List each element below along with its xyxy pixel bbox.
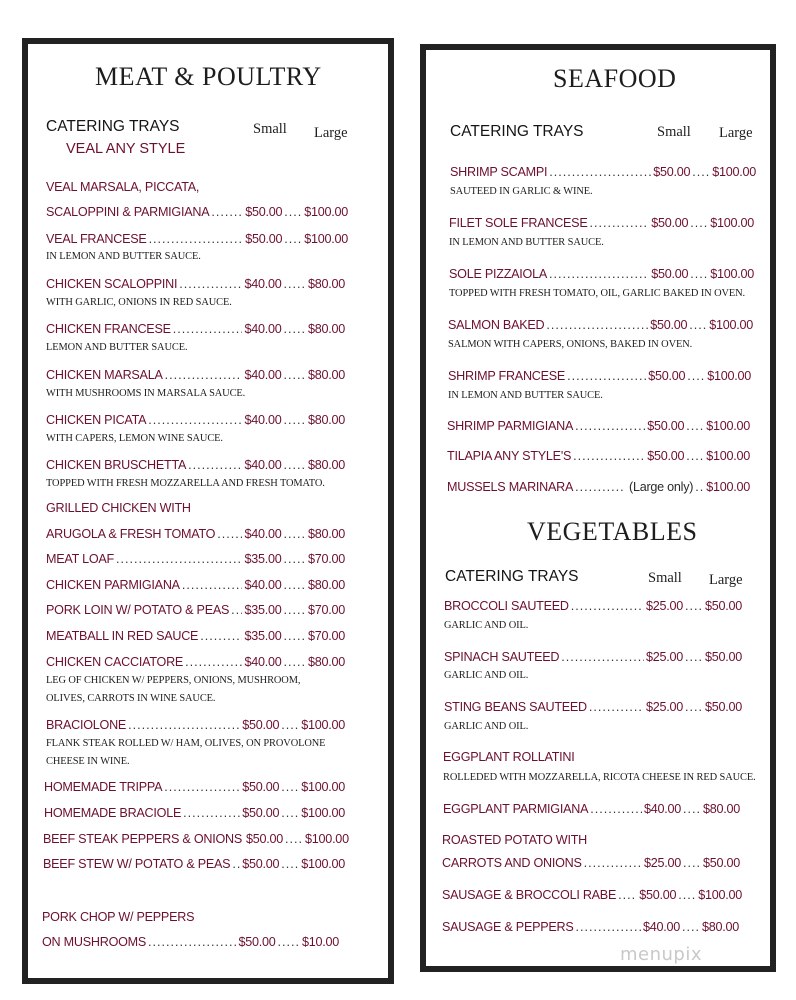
item-name: ON MUSHROOMS — [42, 935, 147, 949]
vegetables-small-label: Small — [648, 570, 682, 586]
meat-small-label: Small — [253, 121, 287, 137]
dot-leader — [232, 857, 240, 871]
dot-leader: .... — [692, 165, 711, 179]
item-name: CHICKEN PARMIGIANA — [46, 578, 180, 592]
dot-leader: .... — [687, 369, 706, 383]
item-large-price: $100.00 — [301, 857, 345, 871]
dot-leader: ..... — [283, 655, 306, 669]
item-name: BROCCOLI SAUTEED — [444, 599, 569, 613]
item-description: LEG OF CHICKEN W/ PEPPERS, ONIONS, MUSHROOM, — [46, 675, 301, 686]
item-name: SHRIMP SCAMPI — [450, 165, 548, 179]
item-small-price: $50.00 — [650, 318, 688, 332]
dot-leader — [188, 458, 242, 472]
roasted-potato-line1: ROASTED POTATO WITH — [442, 833, 587, 847]
menu-item — [46, 655, 345, 674]
dot-leader: .... — [284, 232, 303, 246]
item-small-price: $50.00 — [242, 857, 280, 871]
dot-leader — [590, 802, 642, 816]
menu-item — [43, 832, 349, 851]
item-description: IN LEMON AND BUTTER SAUCE. — [449, 237, 604, 248]
item-large-price: $100.00 — [712, 165, 756, 179]
seafood-catering-trays-label: CATERING TRAYS — [450, 123, 584, 140]
item-large-price: $50.00 — [704, 599, 742, 613]
dot-leader — [173, 322, 243, 336]
menu-item — [442, 888, 742, 907]
item-large-price: $100.00 — [305, 832, 349, 846]
dot-leader — [590, 216, 650, 230]
item-large-price: $50.00 — [704, 700, 742, 714]
dot-leader — [148, 413, 242, 427]
vegetables-title: VEGETABLES — [527, 517, 698, 546]
menu-item — [46, 458, 345, 477]
dot-leader — [164, 780, 240, 794]
menu-item — [447, 480, 750, 499]
item-description: FLANK STEAK ROLLED W/ HAM, OLIVES, ON PROVOLONE — [46, 738, 326, 749]
dot-leader — [546, 318, 648, 332]
menu-item — [46, 578, 345, 597]
menu-item — [42, 935, 339, 954]
item-name: MUSSELS MARINARA — [447, 480, 574, 494]
item-name: HOMEMADE BRACIOLE — [44, 806, 182, 820]
item-small-price: $50.00 — [651, 216, 689, 230]
item-large-price: $70.00 — [307, 629, 345, 643]
dot-leader: ..... — [283, 277, 306, 291]
dot-leader — [200, 629, 242, 643]
item-description: IN LEMON AND BUTTER SAUCE. — [448, 390, 603, 401]
menu-item — [46, 205, 348, 224]
menu-item — [444, 650, 742, 669]
item-large-price: $70.00 — [307, 603, 345, 617]
menu-item — [46, 277, 345, 296]
item-small-price: $25.00 — [645, 599, 683, 613]
dot-leader: .... — [285, 832, 304, 846]
item-name: CHICKEN SCALOPPINI — [46, 277, 178, 291]
menupix-watermark: menupix — [620, 944, 703, 965]
item-small-price: $40.00 — [642, 920, 680, 934]
dot-leader — [576, 920, 641, 934]
item-name: STING BEANS SAUTEED — [444, 700, 587, 714]
dot-leader — [185, 655, 242, 669]
dot-leader — [211, 205, 243, 219]
item-name: BRACIOLONE — [46, 718, 127, 732]
menu-item — [450, 165, 756, 184]
item-large-price: $80.00 — [701, 920, 739, 934]
dot-leader: ..... — [283, 322, 306, 336]
menu-item — [44, 806, 345, 825]
item-name: MEATBALL IN RED SAUCE — [46, 629, 199, 643]
dot-leader: ..... — [283, 603, 306, 617]
menu-item — [46, 552, 345, 571]
large-only-note: (Large only) — [629, 480, 694, 494]
item-small-price: $35.00 — [244, 629, 282, 643]
item-large-price: $80.00 — [307, 368, 345, 382]
item-description: SALMON WITH CAPERS, ONIONS, BAKED IN OVEN. — [448, 339, 693, 350]
dot-leader: .... — [281, 857, 300, 871]
item-description: SAUTEED IN GARLIC & WINE. — [450, 186, 593, 197]
item-large-price: $80.00 — [307, 277, 345, 291]
menu-item — [447, 419, 750, 438]
item-small-price: $40.00 — [244, 578, 282, 592]
dot-leader — [567, 369, 646, 383]
dot-leader: .... — [684, 599, 703, 613]
item-large-price: $70.00 — [307, 552, 345, 566]
menu-item — [43, 857, 345, 876]
item-description: WITH GARLIC, ONIONS IN RED SAUCE. — [46, 297, 232, 308]
item-large-price: $100.00 — [698, 888, 742, 902]
item-small-price: $40.00 — [244, 527, 282, 541]
dot-leader: ..... — [283, 578, 306, 592]
item-description: GARLIC AND OIL. — [444, 721, 529, 732]
menu-item — [442, 856, 740, 875]
item-description: WITH CAPERS, LEMON WINE SAUCE. — [46, 433, 223, 444]
item-large-price: $80.00 — [307, 578, 345, 592]
item-name: HOMEMADE TRIPPA — [44, 780, 163, 794]
dot-leader — [584, 856, 642, 870]
item-description: CHEESE IN WINE. — [46, 756, 130, 767]
item-description: ROLLEDED WITH MOZZARELLA, RICOTA CHEESE IN RED SAUCE. — [443, 772, 756, 783]
item-name: SALMON BAKED — [448, 318, 545, 332]
dot-leader: .... — [690, 267, 709, 281]
menu-item — [46, 232, 348, 251]
menu-item — [448, 318, 753, 337]
dot-leader: ..... — [283, 458, 306, 472]
menu-item — [46, 718, 345, 737]
item-name: EGGPLANT PARMIGIANA — [443, 802, 589, 816]
dot-leader — [149, 232, 244, 246]
menu-item — [44, 780, 345, 799]
menu-item — [447, 449, 750, 468]
item-small-price: $40.00 — [643, 802, 681, 816]
item-small-price: $50.00 — [242, 718, 280, 732]
dot-leader: .... — [678, 888, 697, 902]
grilled-chicken-line1: GRILLED CHICKEN WITH — [46, 501, 191, 515]
dot-leader: .... — [686, 449, 705, 463]
dot-leader: .... — [284, 205, 303, 219]
item-name: SPINACH SAUTEED — [444, 650, 560, 664]
menu-item — [444, 700, 742, 719]
item-name: SOLE PIZZAIOLA — [449, 267, 547, 281]
item-name: SHRIMP PARMIGIANA — [447, 419, 574, 433]
item-small-price: $50.00 — [639, 888, 677, 902]
dot-leader — [165, 368, 243, 382]
seafood-large-label: Large — [719, 125, 753, 141]
item-small-price: $40.00 — [244, 458, 282, 472]
item-large-price: $80.00 — [307, 527, 345, 541]
menu-item — [46, 368, 345, 387]
dot-leader: .... — [682, 802, 701, 816]
item-large-price: $50.00 — [702, 856, 740, 870]
item-description: LEMON AND BUTTER SAUCE. — [46, 342, 188, 353]
menu-item — [449, 267, 754, 286]
dot-leader — [116, 552, 242, 566]
item-name: FILET SOLE FRANCESE — [449, 216, 588, 230]
dot-leader: ..... — [283, 527, 306, 541]
dot-leader: .... — [690, 216, 709, 230]
item-large-price: $80.00 — [307, 322, 345, 336]
item-large-price: $100.00 — [707, 369, 751, 383]
menu-item — [442, 920, 739, 939]
dot-leader: ..... — [283, 413, 306, 427]
menu-item — [46, 322, 345, 341]
item-small-price: $50.00 — [242, 806, 280, 820]
item-large-price: $100.00 — [706, 419, 750, 433]
item-name: ARUGOLA & FRESH TOMATO — [46, 527, 216, 541]
dot-leader: .... — [681, 920, 700, 934]
item-small-price: $50.00 — [648, 369, 686, 383]
meat-poultry-title: MEAT & POULTRY — [95, 62, 322, 91]
dot-leader — [573, 449, 645, 463]
item-large-price: $100.00 — [710, 267, 754, 281]
item-small-price: $50.00 — [647, 419, 685, 433]
item-small-price: $50.00 — [651, 267, 689, 281]
item-description: GARLIC AND OIL. — [444, 670, 529, 681]
item-description: GARLIC AND OIL. — [444, 620, 529, 631]
item-small-price: $50.00 — [647, 449, 685, 463]
item-name: TILAPIA ANY STYLE'S — [447, 449, 572, 463]
item-small-price: $50.00 — [245, 205, 283, 219]
menu-item — [46, 527, 345, 546]
menu-item — [46, 603, 345, 622]
dot-leader: .. — [695, 480, 705, 494]
item-large-price: $80.00 — [307, 458, 345, 472]
item-name: SAUSAGE & BROCCOLI RABE — [442, 888, 617, 902]
item-large-price: $100.00 — [301, 718, 345, 732]
item-name: CHICKEN FRANCESE — [46, 322, 171, 336]
dot-leader — [549, 165, 651, 179]
dot-leader: ..... — [283, 629, 306, 643]
veal-any-style-subhead: VEAL ANY STYLE — [66, 141, 186, 157]
dot-leader: ..... — [283, 368, 306, 382]
dot-leader — [618, 888, 637, 902]
item-large-price: $80.00 — [307, 413, 345, 427]
item-name: BEEF STEAK PEPPERS & ONIONS — [43, 832, 243, 846]
dot-leader: .... — [281, 806, 300, 820]
item-description: WITH MUSHROOMS IN MARSALA SAUCE. — [46, 388, 246, 399]
item-small-price: $25.00 — [645, 650, 683, 664]
item-small-price: $50.00 — [242, 780, 280, 794]
dot-leader: .... — [682, 856, 701, 870]
item-small-price: $50.00 — [245, 232, 283, 246]
dot-leader: .... — [686, 419, 705, 433]
dot-leader: .... — [281, 718, 300, 732]
item-description: IN LEMON AND BUTTER SAUCE. — [46, 251, 201, 262]
menu-item — [449, 216, 754, 235]
item-small-price: $40.00 — [244, 655, 282, 669]
item-name: CARROTS AND ONIONS — [442, 856, 582, 870]
item-small-price: $50.00 — [653, 165, 691, 179]
vegetables-catering-trays-label: CATERING TRAYS — [445, 568, 579, 585]
dot-leader: .... — [684, 650, 703, 664]
menu-item — [443, 802, 740, 821]
dot-leader — [571, 599, 644, 613]
dot-leader — [182, 578, 243, 592]
dot-leader — [575, 480, 623, 494]
meat-catering-trays-label: CATERING TRAYS — [46, 118, 180, 135]
dot-leader: .... — [281, 780, 300, 794]
meat-large-label: Large — [314, 125, 348, 141]
dot-leader: .... — [689, 318, 708, 332]
dot-leader: ..... — [277, 935, 300, 949]
item-large-price: $100.00 — [304, 205, 348, 219]
item-large-price: $10.00 — [301, 935, 339, 949]
item-name: SCALOPPINI & PARMIGIANA — [46, 205, 210, 219]
item-description: OLIVES, CARROTS IN WINE SAUCE. — [46, 693, 216, 704]
item-name: PORK LOIN W/ POTATO & PEAS — [46, 603, 230, 617]
dot-leader: ..... — [283, 552, 306, 566]
seafood-title: SEAFOOD — [553, 64, 677, 93]
item-large-price: $100.00 — [706, 480, 750, 494]
item-large-price: $100.00 — [304, 232, 348, 246]
dot-leader — [575, 419, 645, 433]
item-small-price: $40.00 — [244, 277, 282, 291]
item-large-price: $100.00 — [301, 780, 345, 794]
item-small-price: $40.00 — [244, 322, 282, 336]
menu-item — [444, 599, 742, 618]
item-name: SHRIMP FRANCESE — [448, 369, 566, 383]
item-large-price: $100.00 — [710, 216, 754, 230]
item-name: CHICKEN PICATA — [46, 413, 147, 427]
item-name: MEAT LOAF — [46, 552, 114, 566]
item-name: BEEF STEW W/ POTATO & PEAS — [43, 857, 231, 871]
veal-item-line1: VEAL MARSALA, PICCATA, — [46, 180, 200, 194]
item-large-price: $100.00 — [709, 318, 753, 332]
item-small-price: $50.00 — [238, 935, 276, 949]
item-name: CHICKEN BRUSCHETTA — [46, 458, 187, 472]
dot-leader — [179, 277, 242, 291]
item-name: VEAL FRANCESE — [46, 232, 147, 246]
dot-leader — [561, 650, 644, 664]
item-small-price: $40.00 — [244, 368, 282, 382]
item-name: CHICKEN MARSALA — [46, 368, 163, 382]
vegetables-large-label: Large — [709, 572, 743, 588]
item-description: TOPPED WITH FRESH MOZZARELLA AND FRESH TOMATO. — [46, 478, 325, 489]
item-small-price: $25.00 — [643, 856, 681, 870]
dot-leader — [183, 806, 240, 820]
dot-leader — [128, 718, 240, 732]
item-small-price: $35.00 — [244, 552, 282, 566]
dot-leader: .... — [684, 700, 703, 714]
menu-item — [46, 413, 345, 432]
dot-leader — [217, 527, 242, 541]
dot-leader — [589, 700, 644, 714]
item-small-price: $35.00 — [244, 603, 282, 617]
item-large-price: $100.00 — [301, 806, 345, 820]
dot-leader — [231, 603, 242, 617]
dot-leader — [549, 267, 649, 281]
dot-leader — [148, 935, 236, 949]
eggplant-rollatini-name: EGGPLANT ROLLATINI — [443, 750, 575, 764]
item-small-price: $50.00 — [246, 832, 284, 846]
item-name: SAUSAGE & PEPPERS — [442, 920, 574, 934]
seafood-small-label: Small — [657, 124, 691, 140]
item-large-price: $80.00 — [702, 802, 740, 816]
item-large-price: $100.00 — [706, 449, 750, 463]
menu-item — [46, 629, 345, 648]
item-large-price: $80.00 — [307, 655, 345, 669]
pork-chop-line1: PORK CHOP W/ PEPPERS — [42, 910, 195, 924]
item-small-price: $25.00 — [645, 700, 683, 714]
item-small-price: $40.00 — [244, 413, 282, 427]
menu-item — [448, 369, 751, 388]
item-large-price: $50.00 — [704, 650, 742, 664]
item-name: CHICKEN CACCIATORE — [46, 655, 184, 669]
item-description: TOPPED WITH FRESH TOMATO, OIL, GARLIC BAKED IN OVEN. — [449, 288, 746, 299]
